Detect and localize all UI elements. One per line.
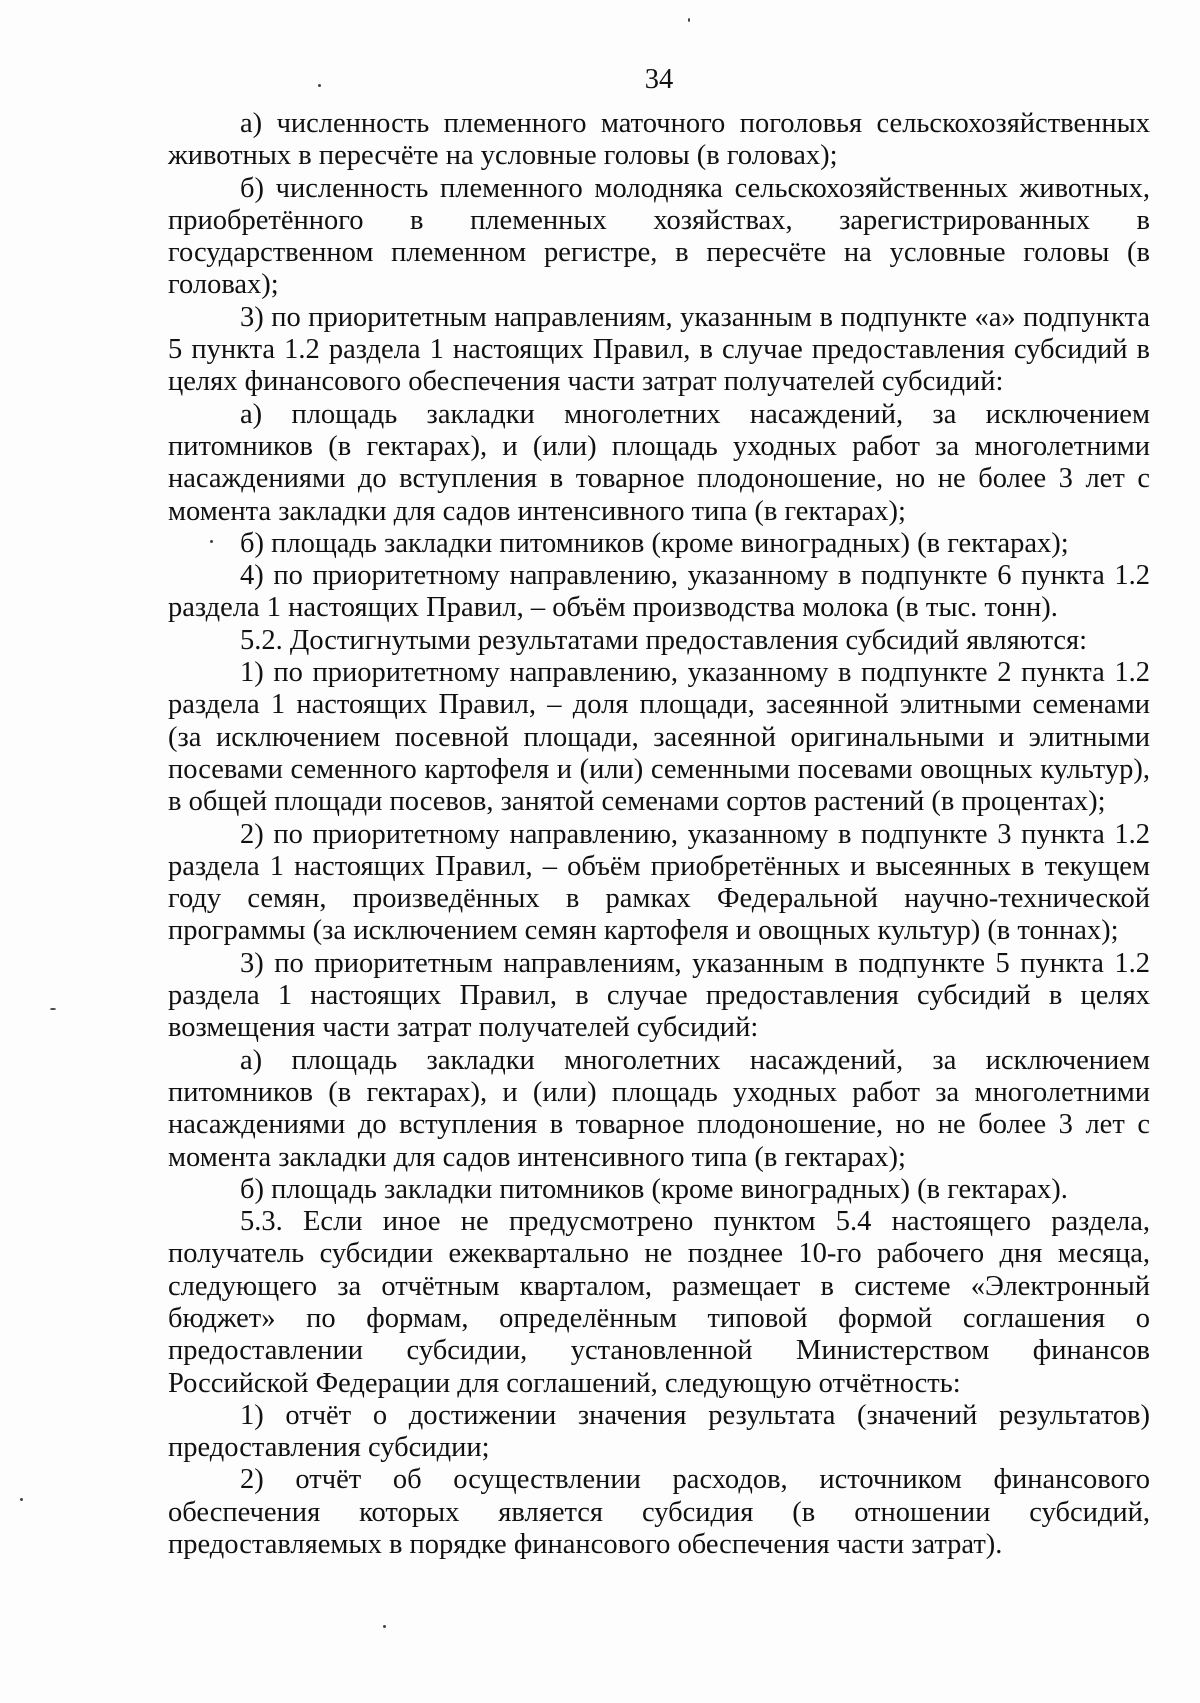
scan-speck (20, 1498, 23, 1501)
paragraph: б) площадь закладки питомников (кроме виноградных) (в гектарах); (240, 527, 1069, 559)
paragraph: а) площадь закладки многолетних насаждений, за исключением питомников (в гектарах), и (или) площадь уходных работ за многолетними насаждениями до вступления в товарное плодоношение, но не более 3 лет с момента закладки для садов интенсивного типа (в гектарах); (168, 398, 1150, 527)
paragraph: 1) по приоритетному направлению, указанному в подпункте 2 пункта 1.2 раздела 1 настоящих Правил, – доля площади, засеянной элитными семенами (за исключением посевной площади, засеянной оригинальными и элитными посевами семенного картофеля и (или) семенными посевами овощных культур), в общей площади посевов, занятой семенами сортов растений (в процентах); (168, 657, 1150, 818)
scan-speck (688, 18, 690, 22)
paragraph: 4) по приоритетному направлению, указанному в подпункте 6 пункта 1.2 раздела 1 настоящих Правил, – объём производства молока (в тыс. тонн). (168, 560, 1150, 624)
paragraph: 3) по приоритетным направлениям, указанным в подпункте 5 пункта 1.2 раздела 1 настоящих Правил, в случае предоставления субсидий в целях возмещения части затрат получателей субсидий: (168, 947, 1150, 1044)
paragraph: 5.3. Если иное не предусмотрено пунктом 5.4 настоящего раздела, получатель субсидии ежеквартально не позднее 10-го рабочего дня месяца, следующего за отчётным кварталом, размещает в системе «Электронный бюджет» по формам, определённым типовой формой соглашения о предоставлении субсидии, установленной Министерством финансов Российской Федерации для соглашений, следующую отчётность: (168, 1206, 1150, 1399)
paragraph: 5.2. Достигнутыми результатами предоставления субсидий являются: (240, 624, 1088, 656)
paragraph: б) площадь закладки питомников (кроме виноградных) (в гектарах). (240, 1173, 1068, 1205)
paragraph: 3) по приоритетным направлениям, указанным в подпункте «а» подпункта 5 пункта 1.2 раздела 1 настоящих Правил, в случае предоставления субсидий в целях финансового обеспечения части затрат получателей субсидий: (168, 301, 1150, 398)
paragraph: а) численность племенного маточного поголовья сельскохозяйственных животных в пересчёте на условные головы (в головах); (168, 108, 1150, 172)
document-page (168, 62, 1150, 1561)
scan-speck (50, 1008, 56, 1010)
paragraph: 2) по приоритетному направлению, указанному в подпункте 3 пункта 1.2 раздела 1 настоящих Правил, – объём приобретённых и высеянных в текущем году семян, произведённых в рамках Федеральной научно-технической программы (за исключением семян картофеля и овощных культур) (в тоннах); (168, 818, 1150, 947)
paragraph: 1) отчёт о достижении значения результата (значений результатов) предоставления субсидии; (168, 1399, 1150, 1464)
scan-speck (383, 1625, 386, 1628)
paragraph: б) численность племенного молодняка сельскохозяйственных животных, приобретённого в племенных хозяйствах, зарегистрированных в государственном племенном регистре, в пересчёте на условные головы (в головах); (168, 172, 1150, 301)
paragraph: а) площадь закладки многолетних насаждений, за исключением питомников (в гектарах), и (или) площадь уходных работ за многолетними насаждениями до вступления в товарное плодоношение, но не более 3 лет с момента закладки для садов интенсивного типа (в гектарах); (168, 1044, 1150, 1173)
paragraph: 2) отчёт об осуществлении расходов, источником финансового обеспечения которых является субсидия (в отношении субсидий, предоставляемых в порядке финансового обеспечения части затрат). (168, 1464, 1150, 1561)
page-number: 34 (644, 64, 674, 95)
